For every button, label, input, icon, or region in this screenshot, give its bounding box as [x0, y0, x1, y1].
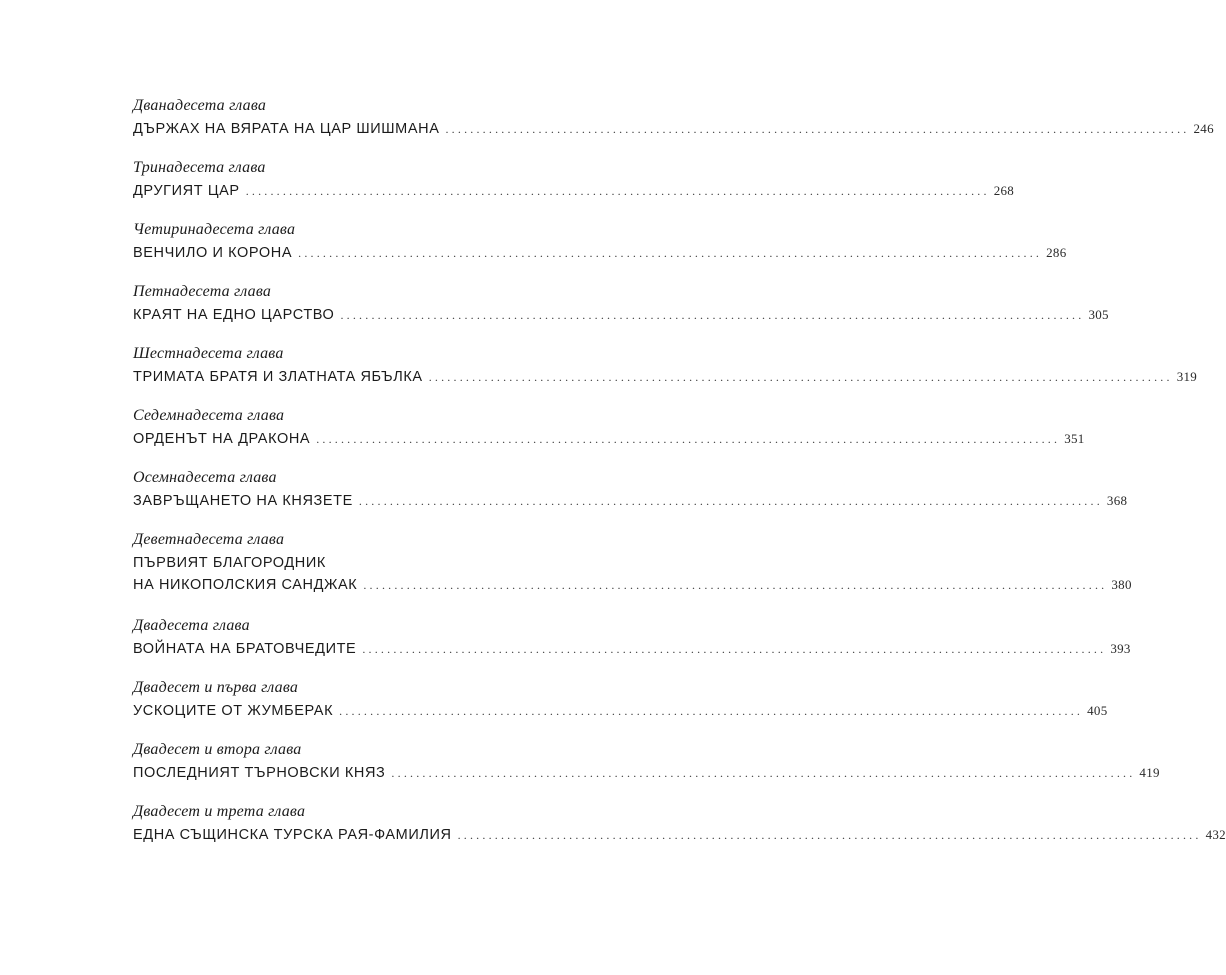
toc-entry[interactable]	[133, 678, 1108, 740]
chapter-label: Двадесет и първа глава	[133, 679, 299, 696]
chapter-title: ТРИМАТА БРАТЯ И ЗЛАТНАТА ЯБЪЛКА	[133, 369, 423, 385]
toc-row	[133, 428, 1085, 450]
chapter-label: Шестнадесета глава	[133, 345, 284, 362]
toc-row	[133, 118, 1214, 140]
dot-leader: ........................................................................................................................	[362, 642, 1107, 656]
toc-row	[133, 490, 1128, 512]
chapter-title: ПОСЛЕДНИЯТ ТЪРНОВСКИ КНЯЗ	[133, 765, 386, 781]
dot-leader: ........................................................................................................................	[363, 578, 1108, 592]
page-number: 393	[1110, 641, 1131, 656]
chapter-label: Дванадесета глава	[133, 97, 267, 114]
toc-row	[133, 700, 1108, 722]
chapter-label: Четиринадесета глава	[133, 221, 296, 238]
chapter-title: ЕДНА СЪЩИНСКА ТУРСКА РАЯ-ФАМИЛИЯ	[133, 827, 452, 843]
chapter-label: Двадесет и втора глава	[133, 741, 302, 758]
page-number: 305	[1088, 307, 1109, 322]
page-number: 351	[1064, 431, 1085, 446]
dot-leader: ........................................................................................................................	[428, 370, 1173, 384]
chapter-title: ВОЙНАТА НА БРАТОВЧЕДИТЕ	[133, 641, 357, 657]
chapter-title: ДРУГИЯТ ЦАР	[133, 183, 240, 199]
dot-leader: ........................................................................................................................	[358, 494, 1103, 508]
chapter-title: ДЪРЖАХ НА ВЯРАТА НА ЦАР ШИШМАНА	[133, 121, 440, 137]
toc-row	[133, 824, 1226, 846]
chapter-label: Тринадесета глава	[133, 159, 266, 176]
chapter-title: КРАЯТ НА ЕДНО ЦАРСТВО	[133, 307, 335, 323]
toc-row	[133, 574, 1132, 596]
page-number: 286	[1046, 245, 1067, 260]
page-number: 319	[1176, 369, 1198, 384]
toc-entry[interactable]	[133, 158, 1015, 220]
toc-row	[133, 638, 1131, 660]
dot-leader: ........................................................................................................................	[391, 766, 1136, 780]
toc-entry[interactable]	[133, 530, 1132, 616]
dot-leader: ........................................................................................................................	[445, 122, 1190, 136]
page-number: 419	[1139, 765, 1160, 780]
chapter-title: ПЪРВИЯТ БЛАГОРОДНИК	[133, 555, 326, 571]
chapter-label: Двадесет и трета глава	[133, 803, 306, 820]
page-number: 246	[1193, 121, 1214, 136]
chapter-label: Деветнадесета глава	[133, 531, 285, 548]
dot-leader: ........................................................................................................................	[298, 246, 1043, 260]
toc-row	[133, 180, 1015, 202]
dot-leader: ........................................................................................................................	[245, 184, 990, 198]
toc-entry[interactable]	[133, 220, 1067, 282]
chapter-label: Двадесета глава	[133, 617, 250, 634]
chapter-label: Осемнадесета глава	[133, 469, 277, 486]
chapter-title: ОРДЕНЪТ НА ДРАКОНА	[133, 431, 311, 447]
chapter-label: Петнадесета глава	[133, 283, 272, 300]
chapter-title: ВЕНЧИЛО И КОРОНА	[133, 245, 293, 261]
toc-row	[133, 304, 1109, 326]
table-of-contents	[133, 96, 1226, 864]
chapter-label: Седемнадесета глава	[133, 407, 285, 424]
toc-row	[133, 762, 1160, 784]
chapter-title-continued: НА НИКОПОЛСКИЯ САНДЖАК	[133, 577, 358, 593]
page-number: 380	[1111, 577, 1132, 592]
page-number: 432	[1205, 827, 1226, 842]
toc-row	[133, 242, 1067, 264]
toc-entry[interactable]	[133, 740, 1160, 802]
toc-entry[interactable]	[133, 802, 1226, 864]
toc-entry[interactable]	[133, 282, 1109, 344]
dot-leader: ........................................................................................................................	[316, 432, 1061, 446]
toc-entry[interactable]	[133, 96, 1214, 158]
dot-leader: ........................................................................................................................	[340, 308, 1085, 322]
toc-entry[interactable]	[133, 468, 1128, 530]
toc-entry[interactable]	[133, 616, 1131, 678]
toc-entry[interactable]	[133, 406, 1085, 468]
page-number: 368	[1106, 493, 1128, 508]
page-number: 405	[1087, 703, 1108, 718]
dot-leader: ........................................................................................................................	[457, 828, 1202, 842]
dot-leader: ........................................................................................................................	[339, 704, 1084, 718]
toc-row	[133, 366, 1198, 388]
chapter-title: ЗАВРЪЩАНЕТО НА КНЯЗЕТЕ	[133, 493, 353, 509]
page-number: 268	[993, 183, 1015, 198]
toc-entry[interactable]	[133, 344, 1198, 406]
chapter-title: УСКОЦИТЕ ОТ ЖУМБЕРАК	[133, 703, 334, 719]
